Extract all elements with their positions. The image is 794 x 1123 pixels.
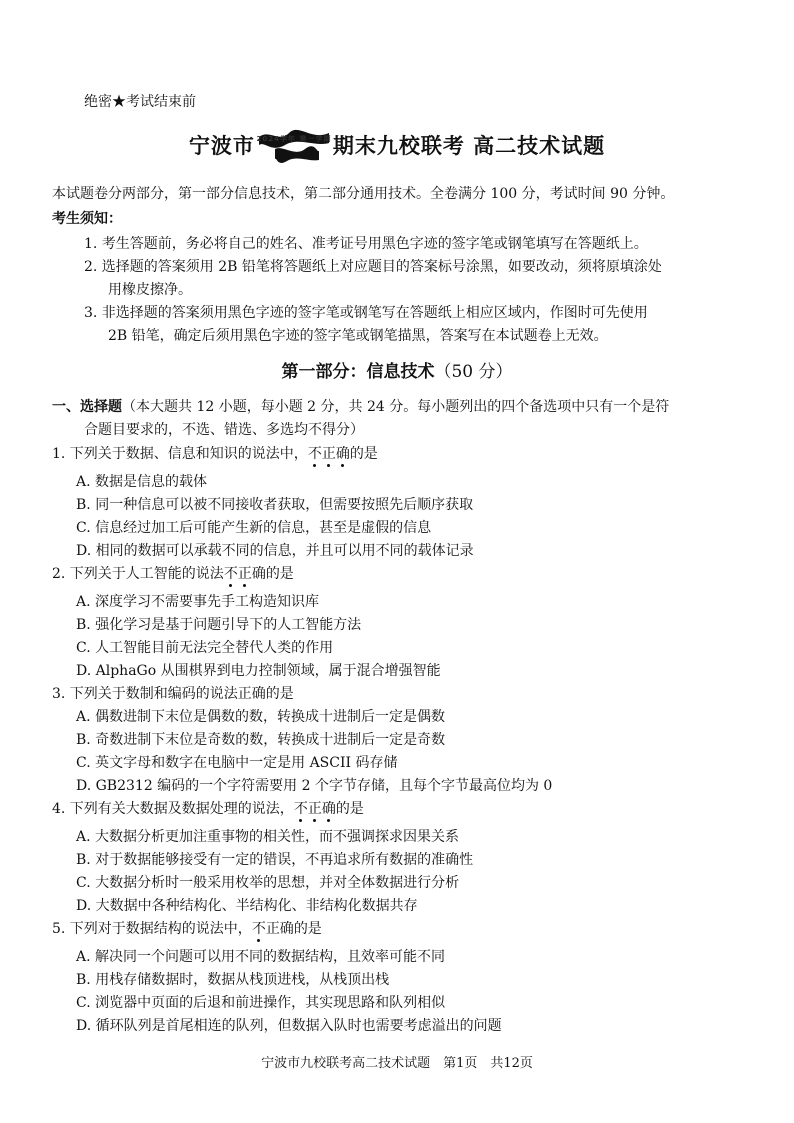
- question-stem: 3. 下列关于数制和编码的说法正确的是: [52, 686, 294, 702]
- intro-text: 本试题卷分两部分，第一部分信息技术，第二部分通用技术。全卷满分 100 分，考试时间 90 分钟。: [52, 186, 675, 202]
- title-suffix: 期末九校联考 高二技术试题: [332, 134, 606, 158]
- option: C. 浏览器中页面的后退和前进操作，其实现思路和队列相似: [76, 995, 446, 1011]
- stem-text: 2. 下列关于人工智能的说法: [52, 566, 224, 582]
- section-heading: [52, 396, 669, 416]
- emphasis-dots: 不正确: [307, 446, 350, 462]
- option: B. 对于数据能够接受有一定的错误，不再追求所有数据的准确性: [76, 852, 474, 868]
- option: C. 信息经过加工后可能产生新的信息，甚至是虚假的信息: [76, 520, 432, 536]
- emphasis-dots: 不正确: [251, 921, 294, 937]
- notice-item-3-cont: 2B 铅笔，确定后须用黑色字迹的签字笔或钢笔描黑，答案写在本试题卷上无效。: [108, 328, 608, 344]
- notice-heading: 考生须知：: [52, 211, 122, 227]
- option: D. AlphaGo 从围棋界到电力控制领域，属于混合增强智能: [76, 663, 441, 679]
- redacted-year-text: 2024学年 第一学期: [256, 135, 332, 143]
- stem-text-end: 的是: [293, 921, 322, 937]
- option: D. 相同的数据可以承载不同的信息，并且可以用不同的载体记录: [76, 543, 474, 559]
- question-stem: [52, 918, 322, 938]
- option: A. 大数据分析更加注重事物的相关性，而不强调探求因果关系: [76, 829, 460, 845]
- option: A. 偶数进制下末位是偶数的数，转换成十进制后一定是偶数: [76, 709, 446, 725]
- option: B. 奇数进制下末位是奇数的数，转换成十进制后一定是奇数: [76, 732, 446, 748]
- emphasis-dots: 不正确: [293, 801, 336, 817]
- question-stem: [52, 798, 364, 818]
- stem-text-end: 的是: [349, 446, 378, 462]
- question-stem: [52, 563, 294, 583]
- option: C. 英文字母和数字在电脑中一定是用 ASCII 码存储: [76, 755, 398, 771]
- emphasis-dots: 不正确: [223, 566, 266, 582]
- notice-item-3: 3. 非选择题的答案须用黑色字迹的签字笔或钢笔写在答题纸上相应区域内，作图时可先使用: [84, 305, 648, 321]
- option: D. 大数据中各种结构化、半结构化、非结构化数据共存: [76, 898, 418, 914]
- option: C. 大数据分析时一般采用枚举的思想，并对全体数据进行分析: [76, 875, 460, 891]
- option: B. 用栈存储数据时，数据从栈顶进栈，从栈顶出栈: [76, 972, 390, 988]
- option: C. 人工智能目前无法完全替代人类的作用: [76, 640, 334, 656]
- option: D. 循环队列是首尾相连的队列，但数据入队时也需要考虑溢出的问题: [76, 1018, 502, 1034]
- question-stem: [52, 443, 378, 463]
- option: A. 解决同一个问题可以用不同的数据结构，且效率可能不同: [76, 949, 446, 965]
- stem-text: 5. 下列对于数据结构的说法中，: [52, 921, 252, 937]
- stem-text: 1. 下列关于数据、信息和知识的说法中，: [52, 446, 308, 462]
- part-title: [0, 357, 794, 382]
- exam-title: [0, 129, 794, 165]
- part-score: （50 分）: [434, 362, 513, 382]
- option: B. 同一种信息可以被不同接收者获取，但需要按照先后顺序获取: [76, 497, 474, 513]
- option: B. 强化学习是基于问题引导下的人工智能方法: [76, 617, 362, 633]
- option: D. GB2312 编码的一个字符需要用 2 个字节存储，且每个字节最高位均为 0: [76, 778, 553, 794]
- confidential-label: 绝密★考试结束前: [84, 94, 196, 110]
- title-prefix: 宁波市: [188, 134, 255, 158]
- notice-item-2-cont: 用橡皮擦净。: [108, 282, 192, 298]
- stem-text-end: 的是: [335, 801, 364, 817]
- stem-text: 4. 下列有关大数据及数据处理的说法，: [52, 801, 294, 817]
- section-title: 一、选择题: [52, 399, 122, 415]
- notice-item-1: 1. 考生答题前，务必将自己的姓名、准考证号用黑色字迹的签字笔或钢笔填写在答题纸上。: [84, 236, 648, 252]
- stem-text-end: 的是: [265, 566, 294, 582]
- section-desc-2: 合题目要求的，不选、错选、多选均不得分）: [84, 422, 364, 438]
- section-desc-1: （本大题共 12 小题，每小题 2 分，共 24 分。每小题列出的四个备选项中只有一个是符: [122, 399, 670, 415]
- option: A. 深度学习不需要事先手工构造知识库: [76, 594, 320, 610]
- option: A. 数据是信息的载体: [76, 474, 208, 490]
- redacted-year-mark: [255, 127, 333, 163]
- page-footer: 宁波市九校联考高二技术试题 第1页 共12页: [261, 1056, 533, 1071]
- part-name: 第一部分：信息技术: [281, 362, 435, 382]
- notice-item-2: 2. 选择题的答案须用 2B 铅笔将答题纸上对应题目的答案标号涂黑，如要改动，须将原填涂处: [84, 259, 662, 275]
